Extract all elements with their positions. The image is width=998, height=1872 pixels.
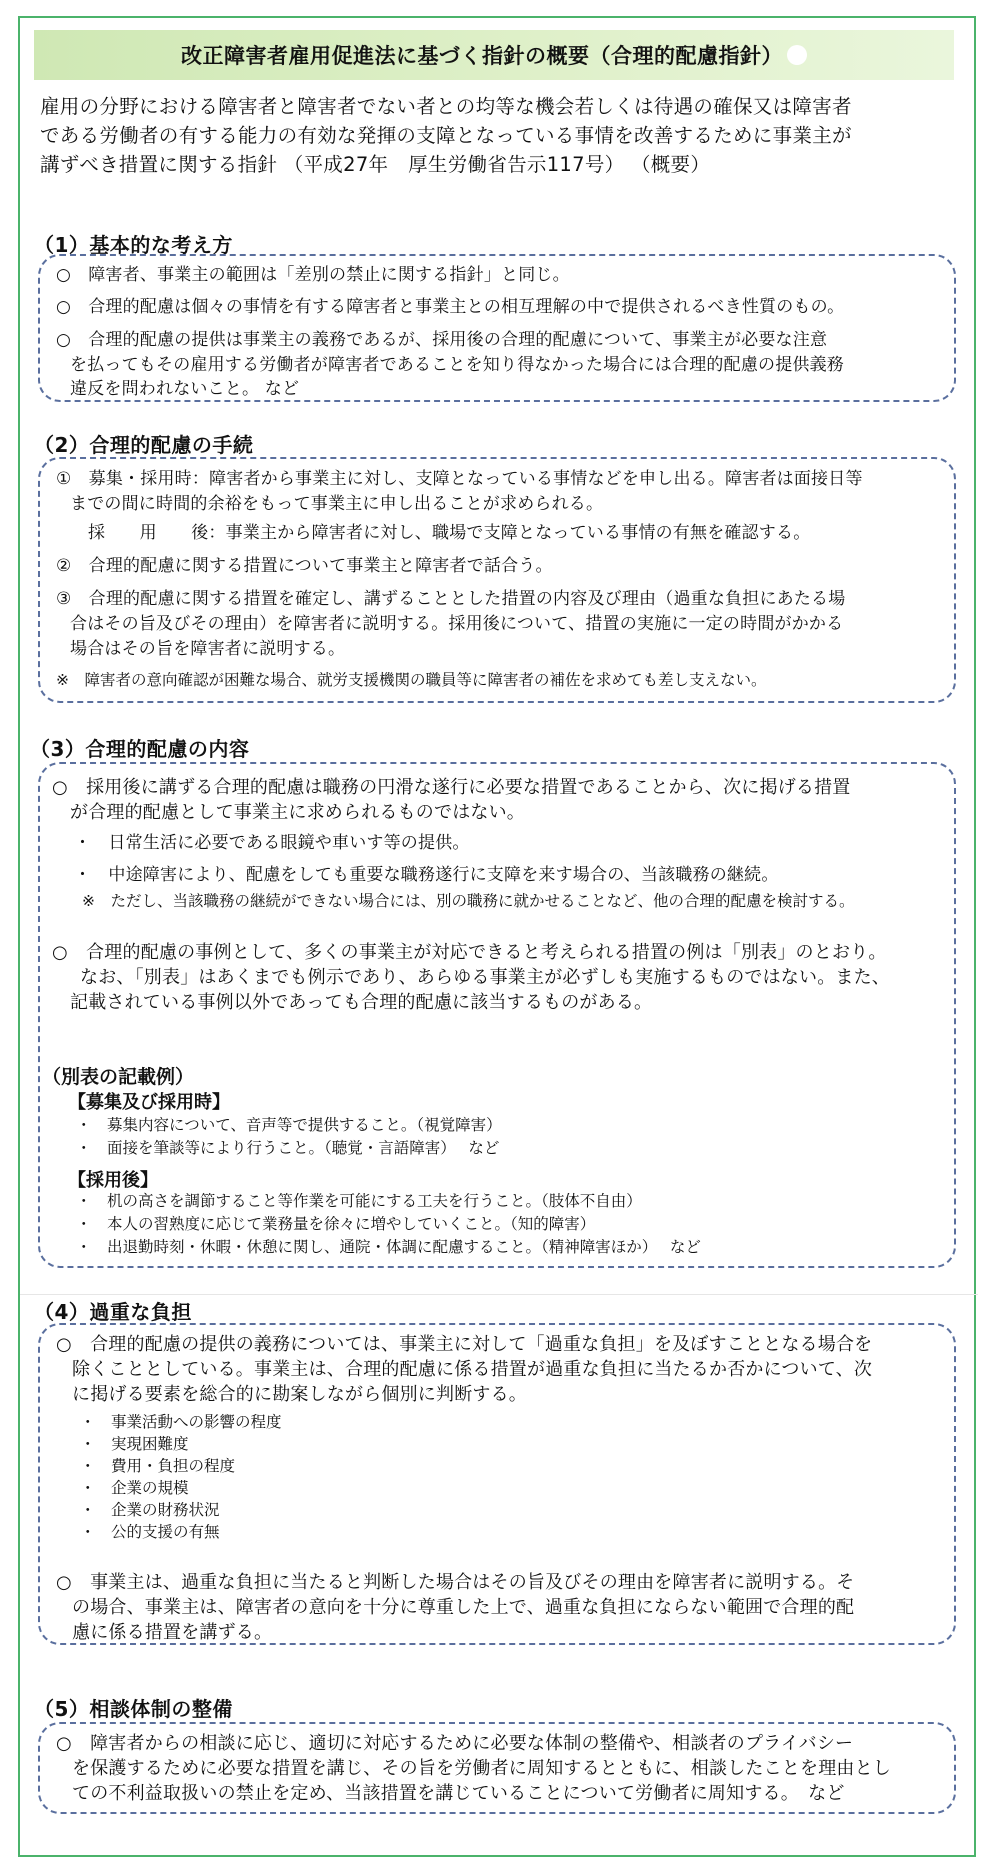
page-title: 改正障害者雇用促進法に基づく指針の概要（合理的配慮指針）	[181, 44, 783, 68]
list-item: 記載されている事例以外であっても合理的配慮に該当するものがある。	[70, 992, 653, 1013]
list-item: ・ 日常生活に必要である眼鏡や車いす等の提供。	[74, 833, 470, 853]
list-item: を保護するために必要な措置を講じ、その旨を労働者に周知するとともに、相談したことを理由とし	[72, 1758, 891, 1779]
list-item: ○ 事業主は、過重な負担に当たると判断した場合はその旨及びその理由を障害者に説明する。そ	[56, 1572, 855, 1593]
list-item: 採 用 後：事業主から障害者に対し、職場で支障となっている事情の有無を確認する。	[88, 523, 811, 543]
list-item: ③ 合理的配慮に関する措置を確定し、講ずることとした措置の内容及び理由（過重な負担にあたる場	[56, 589, 846, 609]
factor-item: ・ 企業の財務状況	[80, 1501, 220, 1519]
list-item: ① 募集・採用時：障害者から事業主に対し、支障となっている事情などを申し出る。障害者は面接日等	[56, 469, 863, 489]
section-heading-basic: （1）基本的な考え方	[34, 233, 233, 257]
factor-item: ・ 公的支援の有無	[80, 1523, 220, 1541]
list-item: に掲げる要素を総合的に勘案しながら個別に判断する。	[72, 1384, 527, 1405]
list-item: ② 合理的配慮に関する措置について事業主と障害者で話合う。	[56, 556, 553, 576]
list-item: なお、「別表」はあくまでも例示であり、あらゆる事業主が必ずしも実施するものではない。また、	[80, 967, 890, 988]
section-heading-procedure: （2）合理的配慮の手続	[34, 433, 254, 457]
note-text: ※ 障害者の意向確認が困難な場合、就労支援機関の職員等に障害者の補佐を求めても差し支えない。	[56, 671, 767, 689]
example-subheading: 【採用後】	[68, 1170, 158, 1191]
factor-item: ・ 費用・負担の程度	[80, 1457, 236, 1475]
factor-item: ・ 実現困難度	[80, 1435, 189, 1453]
example-item: ・ 出退勤時刻・休暇・休憩に関し、通院・体調に配慮すること。（精神障害ほか） など	[76, 1238, 701, 1256]
example-item: ・ 面接を筆談等により行うこと。（聴覚・言語障害） など	[76, 1139, 500, 1157]
title-banner	[34, 30, 954, 80]
list-item: ○ 障害者、事業主の範囲は「差別の禁止に関する指針」と同じ。	[56, 265, 570, 285]
section-heading-consultation: （5）相談体制の整備	[34, 1697, 233, 1721]
example-item: ・ 募集内容について、音声等で提供すること。（視覚障害）	[76, 1116, 502, 1134]
factor-item: ・ 企業の規模	[80, 1479, 189, 1497]
note-text: ※ ただし、当該職務の継続ができない場合には、別の職務に就かせることなど、他の合理的配慮を検討する。	[82, 892, 855, 910]
example-item: ・ 本人の習熟度に応じて業務量を徐々に増やしていくこと。（知的障害）	[76, 1215, 596, 1233]
example-heading: （別表の記載例）	[42, 1066, 195, 1088]
list-item: ○ 障害者からの相談に応じ、適切に対応するために必要な体制の整備や、相談者のプライバシー	[56, 1733, 854, 1754]
section-heading-content: （3）合理的配慮の内容	[30, 737, 250, 761]
list-item: 除くこととしている。事業主は、合理的配慮に係る措置が過重な負担に当たるか否かについて、次	[72, 1359, 873, 1380]
list-item: ○ 合理的配慮の提供は事業主の義務であるが、採用後の合理的配慮について、事業主が必要な注意	[56, 330, 828, 350]
list-item: ○ 合理的配慮の提供の義務については、事業主に対して「過重な負担」を及ぼすこととなる場合を	[56, 1334, 873, 1355]
factor-item: ・ 事業活動への影響の程度	[80, 1413, 282, 1431]
intro-line: である労働者の有する能力の有効な発揮の支障となっている事情を改善するために事業主が	[40, 124, 852, 147]
example-item: ・ 机の高さを調節すること等作業を可能にする工夫を行うこと。（肢体不自由）	[76, 1192, 642, 1210]
list-item: 合はその旨及びその理由）を障害者に説明する。採用後について、措置の実施に一定の時間がかかる	[70, 614, 844, 634]
list-item: ての不利益取扱いの禁止を定め、当該措置を講じていることについて労働者に周知する。 など	[72, 1783, 845, 1804]
list-item: を払ってもその雇用する労働者が障害者であることを知り得なかった場合には合理的配慮の提供義務	[70, 355, 844, 375]
example-subheading: 【募集及び採用時】	[68, 1092, 230, 1113]
list-item: までの間に時間的余裕をもって事業主に申し出ることが求められる。	[70, 494, 604, 514]
list-item: 場合はその旨を障害者に説明する。	[70, 639, 346, 659]
list-item: ○ 合理的配慮は個々の事情を有する障害者と事業主との相互理解の中で提供されるべき性質のもの。	[56, 297, 845, 317]
list-item: が合理的配慮として事業主に求められるものではない。	[70, 802, 525, 823]
list-item: ○ 合理的配慮の事例として、多くの事業主が対応できると考えられる措置の例は「別表」のとおり。	[52, 942, 887, 963]
divider	[20, 1294, 978, 1295]
intro-paragraph	[40, 92, 960, 179]
list-item: 慮に係る措置を講ずる。	[72, 1622, 273, 1643]
list-item: ・ 中途障害により、配慮をしても重要な職務遂行に支障を来す場合の、当該職務の継続。	[74, 865, 779, 885]
intro-line: 雇用の分野における障害者と障害者でない者との均等な機会若しくは待遇の確保又は障害者	[40, 95, 852, 118]
list-item: の場合、事業主は、障害者の意向を十分に尊重した上で、過重な負担にならない範囲で合理的配	[72, 1597, 855, 1618]
section-heading-burden: （4）過重な負担	[34, 1300, 192, 1324]
intro-line: 講ずべき措置に関する指針 （平成27年 厚生労働省告示117号） （概要）	[40, 153, 711, 176]
list-item: ○ 採用後に講ずる合理的配慮は職務の円滑な遂行に必要な措置であることから、次に掲げる措置	[52, 777, 851, 798]
list-item: 違反を問われないこと。 など	[70, 379, 300, 399]
circle-icon	[787, 45, 807, 65]
